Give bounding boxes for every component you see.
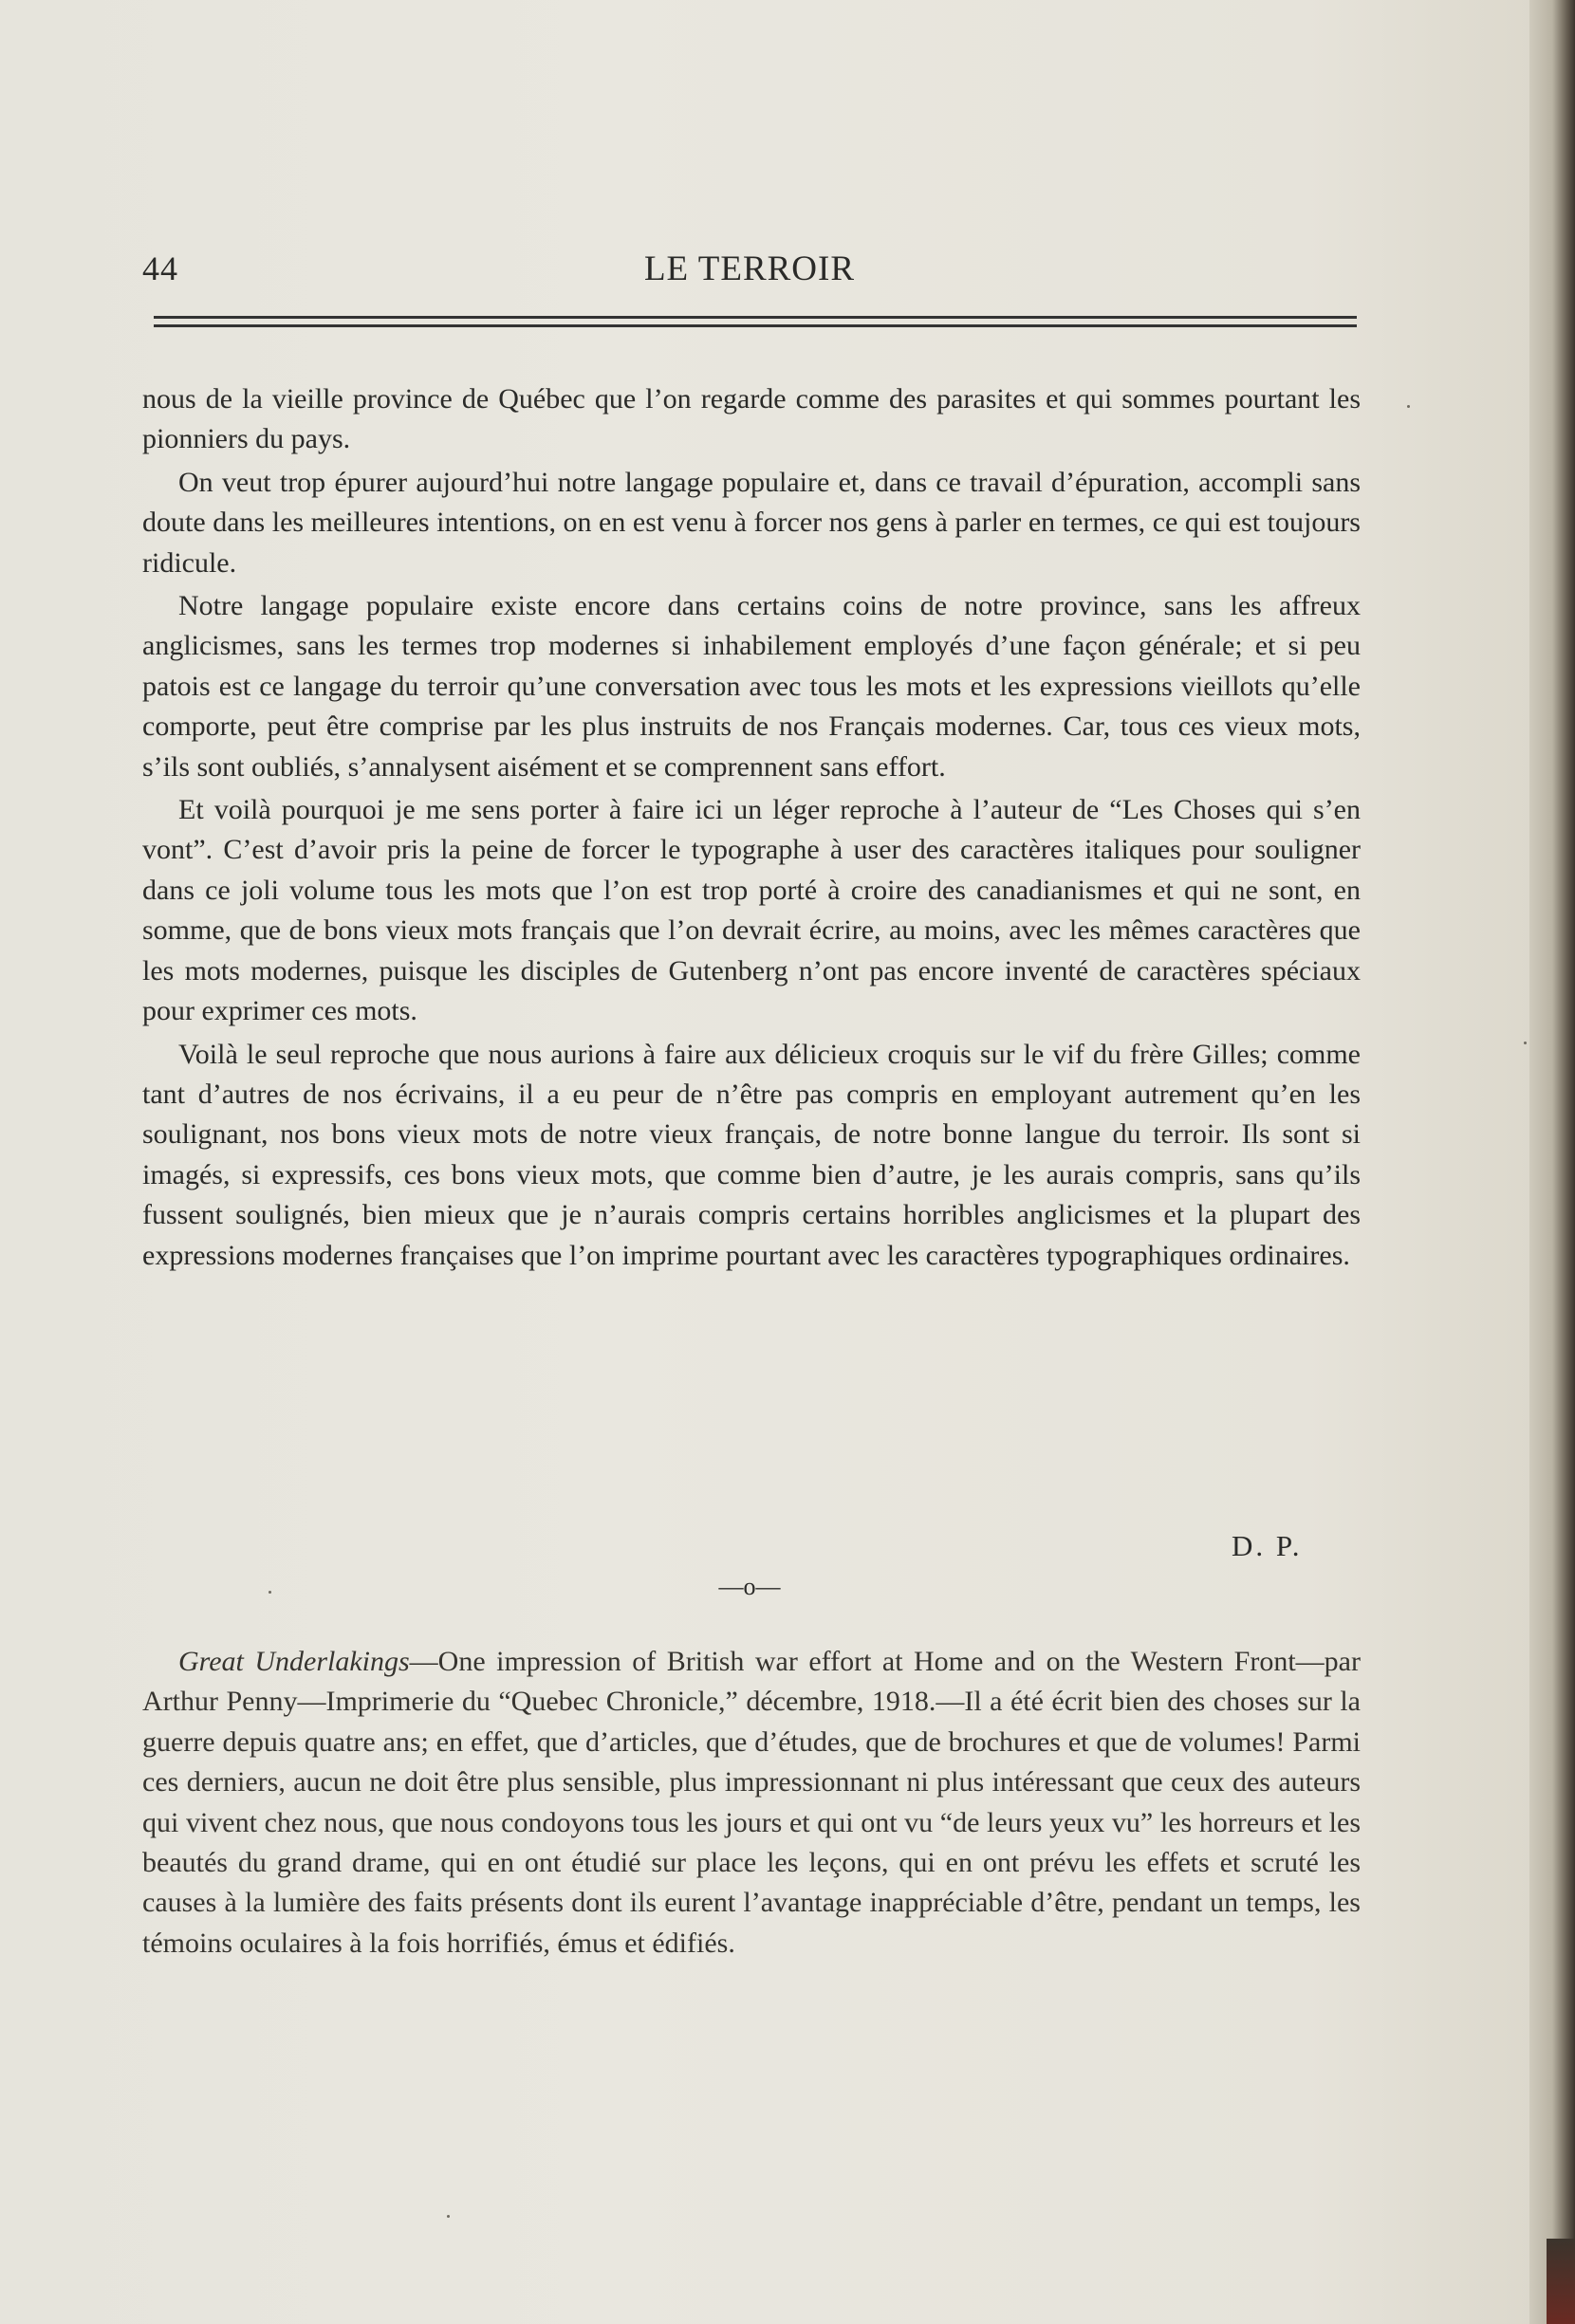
paper-speck bbox=[447, 2215, 450, 2218]
review-paragraph bbox=[142, 1642, 1361, 1964]
paragraph: Voilà le seul reproche que nous aurions à faire aux délicieux croquis sur le vif du frère Gilles; comme tant d’autres de nos écrivains, il a eu peur de n’être pas compris en employant autrement qu’en les soulignant, nos bons vieux mots de notre vieux français, de notre bonne langue du terroir. Ils sont si imagés, si expressifs, ces bons vieux mots, que comme bien d’autre, je les aurais compris, sans qu’ils fussent soulignés, bien mieux que je n’aurais compris certains horribles anglicismes et la plupart des expressions modernes françaises que l’on imprime pourtant avec les caractères typographiques ordinaires. bbox=[142, 1038, 1361, 1271]
running-title: LE TERROIR bbox=[643, 249, 856, 288]
paragraph: Et voilà pourquoi je me sens porter à faire ici un léger reproche à l’auteur de “Les Choses qui s’en vont”. C’est d’avoir pris la peine de forcer le typographe à user des caractères italiques pour souligner dans ce joli volume tous les mots que l’on est trop porté à croire des canadianismes et qui ne sont, en somme, que de bons vieux mots français que l’on devrait écrire, au moins, avec les mêmes caractères que les mots modernes, puisque les disciples de Gutenberg n’ont pas encore inventé de caractères spéciaux pour exprimer ces mots. bbox=[142, 794, 1361, 1027]
book-review bbox=[142, 1639, 1361, 1964]
paper-speck bbox=[1524, 1042, 1527, 1044]
header-rule-bottom bbox=[154, 324, 1357, 327]
review-book-title: Great Underlakings bbox=[178, 1646, 410, 1677]
paragraph: On veut trop épurer aujourd’hui notre langage populaire et, dans ce travail d’épuration, accompli sans doute dans les meilleures intentions, on en est venu à forcer nos gens à parler en termes, ce qui est toujours ridicule. bbox=[142, 466, 1361, 579]
paragraph-continued: nous de la vieille province de Québec que l’on regarde comme des parasites et qui sommes pourtant les pionniers du pays. bbox=[142, 383, 1361, 455]
book-cover-edge bbox=[1547, 2239, 1575, 2324]
page-number: 44 bbox=[142, 249, 178, 287]
header-rule-top bbox=[154, 316, 1357, 319]
section-separator: —o— bbox=[718, 1573, 781, 1600]
book-gutter-edge bbox=[1529, 0, 1575, 2324]
page-header bbox=[142, 249, 1357, 296]
paragraph: Notre langage populaire existe encore dans certains coins de notre province, sans les affreux anglicismes, sans les termes trop modernes si inhabilement employés d’une façon générale; et si peu patois est ce langage du terroir qu’une conversation avec tous les mots et les expressions vieillots qu’elle comporte, peut être comprise par les plus instruits de nos Français modernes. Car, tous ces vieux mots, s’ils sont oubliés, s’annalysent aisément et se comprennent sans effort. bbox=[142, 590, 1361, 783]
review-text: —One impression of British war effort at Home and on the Western Front—par Arthur Penny—Imprimerie du “Quebec Chronicle,” décembre, 1918.—Il a été écrit bien des choses sur la guerre depuis quatre ans; en effet, que d’articles, que d’études, que de brochures et que de volumes! Parmi ces derniers, aucun ne doit être plus sensible, plus impressionnant ni plus intéressant que ceux des auteurs qui vivent chez nous, que nous condoyons tous les jours et qui ont vu “de leurs yeux vu” les horreurs et les beautés du grand drame, qui en ont étudié sur place les leçons, qui en ont prévu les effets et scruté les causes à la lumière des faits présents dont ils eurent l’avantage inappréciable d’être, pendant un temps, les témoins oculaires à la fois horrifiés, émus et édifiés. bbox=[142, 1646, 1361, 1959]
paper-speck bbox=[1407, 405, 1410, 408]
article-body bbox=[142, 379, 1361, 1276]
author-signature: D. P. bbox=[1232, 1529, 1303, 1562]
paper-speck bbox=[269, 1591, 271, 1594]
